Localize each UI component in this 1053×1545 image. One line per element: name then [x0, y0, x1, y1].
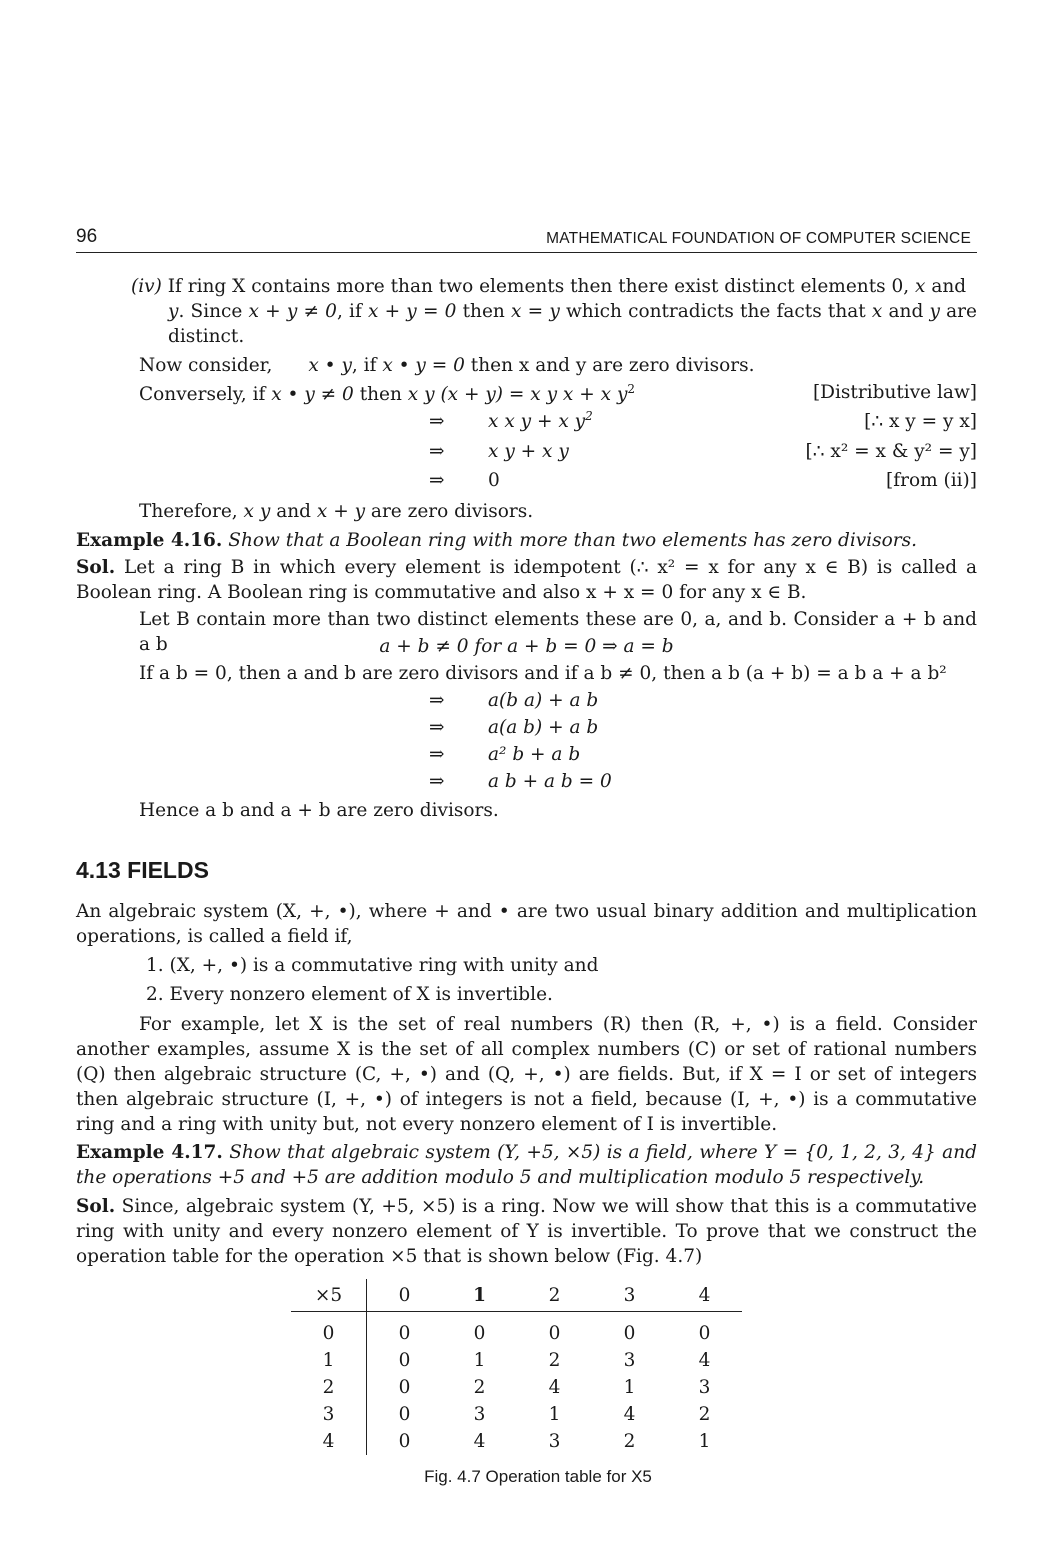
solution-4-16 — [76, 555, 977, 605]
table-cell: 4 — [623, 1404, 636, 1425]
fields-intro: An algebraic system (X, +, •), where + and • are two usual binary addition and multiplication operations, is called a field if, — [76, 901, 977, 947]
derivation-expr: a² b + a b — [488, 744, 581, 765]
conj-and-2: and — [882, 301, 930, 322]
operation-table — [291, 1279, 742, 1455]
table-cell: 0 — [398, 1431, 411, 1452]
table-header-row — [291, 1279, 742, 1312]
implies-arrow: ⇒ — [429, 411, 445, 432]
implies-arrow: ⇒ — [429, 771, 445, 792]
fields-paragraph: For example, let X is the set of real numbers (R) then (R, +, •) is a field. Consider another examples, assume X is the set of all complex numbers (C) or set of rational numbers (Q) then algebraic structure (C, +, •) and (Q, +, •) are fields. But, if X = I or set of integers then algebraic structure (I, +, •) of integers is not a field, because (I, +, •) is a commutative ring and a ring with unity but, not every nonzero element of I is invertible. — [76, 1014, 977, 1135]
part-iv-label-line — [131, 274, 977, 299]
table-cell: 1 — [473, 1350, 486, 1371]
part-iv-eq: x + y = 0 — [367, 301, 457, 322]
table-cell: 3 — [623, 1350, 636, 1371]
column-header: 0 — [367, 1279, 443, 1312]
therefore-and: and — [270, 501, 317, 522]
sol-text: Let a ring B in which every element is idempotent (∴ x² = x for any x ∈ B) is called a Boolean ring. A Boolean ring is commutative and also x + x = 0 for any x ∈ B. — [76, 557, 977, 603]
now-consider-expr: x • y — [308, 355, 352, 376]
sol-label: Sol. — [76, 1196, 116, 1217]
table-cell: 0 — [398, 1323, 411, 1344]
part-iv-text-1: If ring X contains more than two elements then there exist distinct elements 0, — [167, 276, 916, 297]
conversely-mid: then — [353, 384, 408, 405]
conj-and: and — [925, 276, 967, 297]
table-cell: 2 — [548, 1350, 561, 1371]
row-header: 1 — [291, 1347, 367, 1374]
therefore-lead: Therefore, — [139, 501, 244, 522]
now-consider-tail: then x and y are zero divisors. — [464, 355, 755, 376]
var-y-2: y — [929, 301, 940, 322]
table-row — [291, 1428, 742, 1455]
table-cell: 2 — [623, 1431, 636, 1452]
example-label: Example 4.17. — [76, 1142, 223, 1163]
derivation-expr: x x y + x $y^2$ — [488, 409, 593, 432]
running-header — [76, 226, 977, 253]
now-consider-cond: x • y = 0 — [382, 355, 465, 376]
conversely-cond: x • y ≠ 0 — [271, 384, 354, 405]
var-x-2: x — [871, 301, 883, 322]
derivation-reason: [∴ x y = y x] — [864, 411, 977, 432]
var-y: y — [168, 301, 179, 322]
example-4-17 — [76, 1140, 977, 1190]
derivation-expr: x y + x y — [488, 441, 569, 462]
derivation-reason: [∴ x² = x & y² = y] — [805, 441, 977, 462]
table-row — [291, 1374, 742, 1401]
section-number: 4.13 — [76, 857, 121, 883]
part-iv-ineq: x + y ≠ 0 — [248, 301, 337, 322]
now-consider-line — [139, 353, 977, 378]
table-cell: 4 — [473, 1431, 486, 1452]
table-cell: 1 — [623, 1377, 636, 1398]
part-iv-continuation — [168, 299, 977, 349]
derivation-expr: a(b a) + a b — [488, 690, 599, 711]
derivation-expr: a(a b) + a b — [488, 717, 599, 738]
fields-item-2: 2. Every nonzero element of X is invertible. — [146, 984, 553, 1005]
table-cell: 0 — [398, 1377, 411, 1398]
fields-item-1: 1. (X, +, •) is a commutative ring with unity and — [146, 955, 599, 976]
derivation-reason: [from (ii)] — [886, 470, 977, 491]
part-iv-text-4: then — [456, 301, 511, 322]
table-cell: 0 — [398, 1404, 411, 1425]
column-header: 3 — [592, 1279, 667, 1312]
table-cell: 0 — [698, 1323, 711, 1344]
conversely-line — [139, 382, 635, 407]
therefore-line — [139, 499, 533, 524]
conversely-expr: x y (x + y) = x y x + x y — [407, 384, 628, 405]
part-iv-text-6: are distinct. — [168, 301, 977, 347]
now-consider-lead: Now consider, — [139, 355, 273, 376]
table-corner: ×5 — [291, 1279, 367, 1312]
section-heading — [76, 857, 209, 884]
implies-arrow: ⇒ — [429, 470, 445, 491]
table-row — [291, 1312, 742, 1348]
table-cell: 3 — [473, 1404, 486, 1425]
row-header: 4 — [291, 1428, 367, 1455]
derivation-expr: a b + a b = 0 — [488, 771, 612, 792]
sol-text: Since, algebraic system (Y, +5, ×5) is a ring. Now we will show that this is a commutative ring with unity and every nonzero element of Y is invertible. To prove that we construct the operation table for the operation ×5 that is shown below (Fig. 4.7) — [76, 1196, 977, 1267]
table-cell: 2 — [473, 1377, 486, 1398]
part-iv-label: (iv) — [131, 276, 162, 297]
table-cell: 2 — [698, 1404, 711, 1425]
example-statement: Show that a Boolean ring with more than two elements has zero divisors. — [228, 530, 917, 551]
table-cell: 0 — [473, 1323, 486, 1344]
page-number: 96 — [76, 226, 98, 247]
column-header: 4 — [667, 1279, 742, 1312]
table-row — [291, 1347, 742, 1374]
var-x: x — [915, 276, 926, 297]
table-row — [291, 1401, 742, 1428]
table-cell: 3 — [548, 1431, 561, 1452]
conversely-lead: Conversely, if — [139, 384, 272, 405]
table-cell: 1 — [698, 1431, 711, 1452]
conversely-reason: [Distributive law] — [812, 382, 977, 403]
derivation-expr: 0 — [488, 470, 500, 491]
sol-let-line: Let B contain more than two distinct elements these are 0, a, and b. Consider a + b and a b — [139, 609, 977, 655]
implies-arrow: ⇒ — [429, 441, 445, 462]
figure-caption: Fig. 4.7 Operation table for X5 — [424, 1467, 652, 1486]
column-header: 2 — [517, 1279, 592, 1312]
sol-centered-eq: a + b ≠ 0 for a + b = 0 ⇒ a = b — [379, 636, 674, 657]
example-label: Example 4.16. — [76, 530, 223, 551]
column-header: 1 — [442, 1279, 517, 1312]
table-cell: 3 — [698, 1377, 711, 1398]
solution-4-17 — [76, 1194, 977, 1269]
table-cell: 4 — [548, 1377, 561, 1398]
part-iv-text-5: which contradicts the facts that — [559, 301, 872, 322]
table-cell: 0 — [548, 1323, 561, 1344]
implies-arrow: ⇒ — [429, 744, 445, 765]
table-cell: 0 — [398, 1350, 411, 1371]
therefore-tail: are zero divisors. — [365, 501, 534, 522]
hence-line: Hence a b and a + b are zero divisors. — [139, 800, 499, 821]
therefore-b: x + y — [316, 501, 366, 522]
row-header: 2 — [291, 1374, 367, 1401]
part-iv-eqxy: x = y — [511, 301, 560, 322]
example-statement: Show that algebraic system (Y, +5, ×5) is a field, where Y = {0, 1, 2, 3, 4} and the operations +5 and +5 are addition modulo 5 and multiplication modulo 5 respectively. — [76, 1142, 977, 1188]
running-title: MATHEMATICAL FOUNDATION OF COMPUTER SCIENCE — [546, 230, 971, 247]
table-cell: 1 — [548, 1404, 561, 1425]
implies-arrow: ⇒ — [429, 717, 445, 738]
implies-arrow: ⇒ — [429, 690, 445, 711]
sol-label: Sol. — [76, 557, 116, 578]
row-header: 0 — [291, 1312, 367, 1348]
part-iv-text-2: . Since — [178, 301, 249, 322]
example-4-16 — [76, 528, 977, 553]
row-header: 3 — [291, 1401, 367, 1428]
sup-2: 2 — [627, 382, 636, 396]
therefore-a: x y — [243, 501, 271, 522]
now-consider-rest: , if — [351, 355, 383, 376]
part-iv-text-3: , if — [336, 301, 368, 322]
table-cell: 4 — [698, 1350, 711, 1371]
table-cell: 0 — [623, 1323, 636, 1344]
section-title: FIELDS — [127, 857, 209, 883]
sol-if-line: If a b = 0, then a and b are zero divisors and if a b ≠ 0, then a b (a + b) = a b a + a b² — [139, 663, 947, 684]
